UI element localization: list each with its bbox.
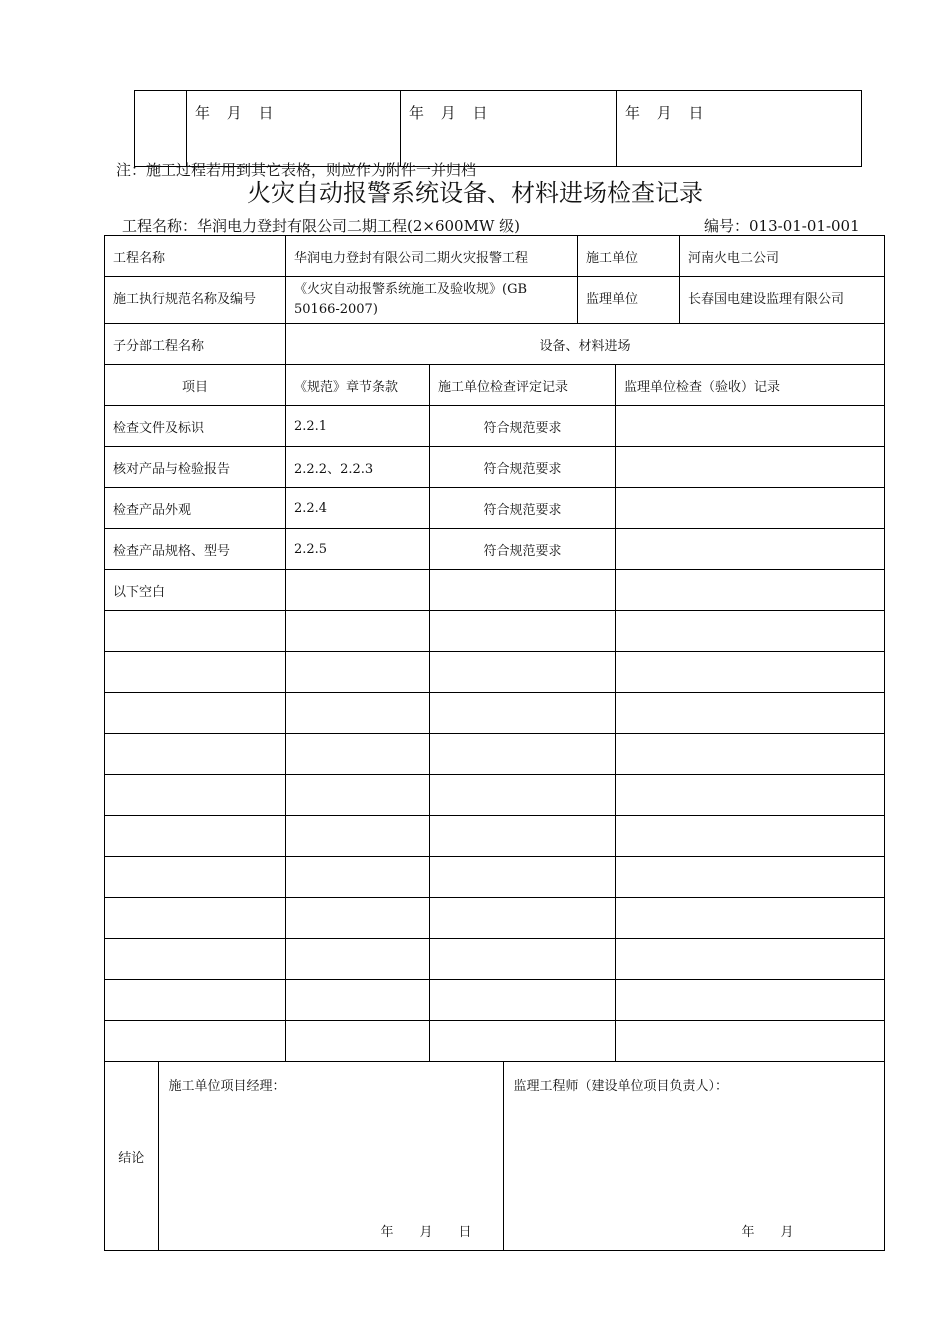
project-name-value: 华润电力登封有限公司二期火灾报警工程 — [286, 236, 578, 277]
empty-row — [105, 898, 885, 939]
empty-row — [105, 1021, 885, 1062]
empty-cell — [430, 652, 616, 693]
empty-cell — [430, 693, 616, 734]
empty-cell — [430, 816, 616, 857]
empty-cell — [430, 939, 616, 980]
row-clause: 2.2.2、2.2.3 — [286, 447, 430, 488]
date-cell-2: 年 月 日 — [401, 91, 617, 167]
empty-cell — [105, 816, 286, 857]
standard-value: 《火灾自动报警系统施工及验收规》(GB 50166-2007) — [286, 277, 578, 324]
empty-row — [105, 611, 885, 652]
conclusion-container — [105, 1062, 885, 1251]
sub-project-label: 子分部工程名称 — [105, 324, 286, 365]
empty-cell — [616, 611, 885, 652]
empty-cell — [430, 898, 616, 939]
empty-cell — [105, 775, 286, 816]
empty-cell — [286, 816, 430, 857]
empty-cell — [286, 939, 430, 980]
blank-cell — [135, 91, 187, 167]
column-header-construction-record: 施工单位检查评定记录 — [430, 365, 616, 406]
row-supervision — [616, 447, 885, 488]
construction-unit-label: 施工单位 — [578, 236, 680, 277]
column-header-row — [105, 365, 885, 406]
empty-cell — [616, 775, 885, 816]
row-result: 符合规范要求 — [430, 447, 616, 488]
construction-manager-label: 施工单位项目经理： — [168, 1079, 286, 1094]
row-result — [430, 570, 616, 611]
document-number: 编号：013-01-01-001 — [704, 217, 860, 235]
empty-cell — [105, 898, 286, 939]
column-header-clause: 《规范》章节条款 — [286, 365, 430, 406]
row-item: 以下空白 — [105, 570, 286, 611]
empty-row — [105, 693, 885, 734]
standard-label: 施工执行规范名称及编号 — [105, 277, 286, 324]
empty-row — [105, 734, 885, 775]
empty-cell — [430, 775, 616, 816]
row-clause: 2.2.4 — [286, 488, 430, 529]
table-row — [105, 406, 885, 447]
empty-cell — [430, 1021, 616, 1062]
date-cell-3: 年 月 日 — [617, 91, 862, 167]
empty-row — [105, 775, 885, 816]
empty-cell — [286, 693, 430, 734]
conclusion-row — [105, 1062, 885, 1251]
empty-cell — [430, 857, 616, 898]
empty-cell — [286, 898, 430, 939]
row-clause: 2.2.5 — [286, 529, 430, 570]
supervisor-label: 监理工程师（建设单位项目负责人）： — [513, 1079, 729, 1094]
empty-cell — [105, 693, 286, 734]
empty-cell — [105, 980, 286, 1021]
archive-note: 注：施工过程若用到其它表格，则应作为附件一并归档 — [116, 161, 477, 179]
table-row — [105, 529, 885, 570]
project-name-line: 工程名称：华润电力登封有限公司二期工程(2×600MW 级) — [122, 217, 520, 235]
empty-row — [105, 816, 885, 857]
row-supervision — [616, 529, 885, 570]
conclusion-label: 结论 — [105, 1062, 158, 1250]
empty-cell — [286, 980, 430, 1021]
supervisor-signature-cell — [503, 1062, 884, 1250]
project-name-label: 工程名称 — [105, 236, 286, 277]
table-row — [105, 447, 885, 488]
empty-cell — [616, 734, 885, 775]
empty-row — [105, 652, 885, 693]
column-header-supervision-record: 监理单位检查（验收）记录 — [616, 365, 885, 406]
empty-cell — [286, 857, 430, 898]
sub-project-row — [105, 324, 885, 365]
empty-row — [105, 939, 885, 980]
empty-cell — [105, 734, 286, 775]
row-clause — [286, 570, 430, 611]
table-row — [105, 488, 885, 529]
row-result: 符合规范要求 — [430, 529, 616, 570]
sub-project-value: 设备、材料进场 — [286, 324, 885, 365]
construction-signature-date: 年 月 日 — [380, 1225, 472, 1240]
conclusion-table — [105, 1062, 884, 1250]
empty-cell — [616, 980, 885, 1021]
empty-cell — [430, 980, 616, 1021]
empty-cell — [616, 939, 885, 980]
empty-cell — [616, 652, 885, 693]
empty-cell — [105, 939, 286, 980]
construction-signature-cell — [158, 1062, 503, 1250]
empty-cell — [286, 1021, 430, 1062]
construction-unit-value: 河南火电二公司 — [680, 236, 885, 277]
empty-cell — [286, 611, 430, 652]
date-cell-1: 年 月 日 — [187, 91, 401, 167]
column-header-item: 项目 — [105, 365, 286, 406]
table-row — [105, 570, 885, 611]
empty-cell — [616, 816, 885, 857]
empty-cell — [430, 734, 616, 775]
project-info-row — [105, 236, 885, 277]
supervision-unit-value: 长春国电建设监理有限公司 — [680, 277, 885, 324]
row-supervision — [616, 406, 885, 447]
page-title: 火灾自动报警系统设备、材料进场检查记录 — [247, 179, 703, 207]
empty-cell — [105, 1021, 286, 1062]
empty-cell — [616, 857, 885, 898]
supervision-unit-label: 监理单位 — [578, 277, 680, 324]
row-clause: 2.2.1 — [286, 406, 430, 447]
empty-row — [105, 857, 885, 898]
empty-cell — [616, 898, 885, 939]
empty-cell — [616, 693, 885, 734]
empty-cell — [105, 857, 286, 898]
row-result: 符合规范要求 — [430, 488, 616, 529]
standard-row — [105, 277, 885, 324]
row-item: 检查文件及标识 — [105, 406, 286, 447]
empty-cell — [286, 652, 430, 693]
empty-cell — [105, 652, 286, 693]
row-item: 检查产品外观 — [105, 488, 286, 529]
row-supervision — [616, 570, 885, 611]
empty-cell — [286, 734, 430, 775]
row-item: 检查产品规格、型号 — [105, 529, 286, 570]
empty-cell — [105, 611, 286, 652]
empty-cell — [430, 611, 616, 652]
inspection-record-table — [104, 235, 885, 1251]
empty-cell — [286, 775, 430, 816]
empty-cell — [616, 1021, 885, 1062]
empty-row — [105, 980, 885, 1021]
row-result: 符合规范要求 — [430, 406, 616, 447]
signature-date-table — [134, 90, 862, 167]
row-item: 核对产品与检验报告 — [105, 447, 286, 488]
supervisor-signature-date: 年 月 — [741, 1225, 794, 1240]
row-supervision — [616, 488, 885, 529]
